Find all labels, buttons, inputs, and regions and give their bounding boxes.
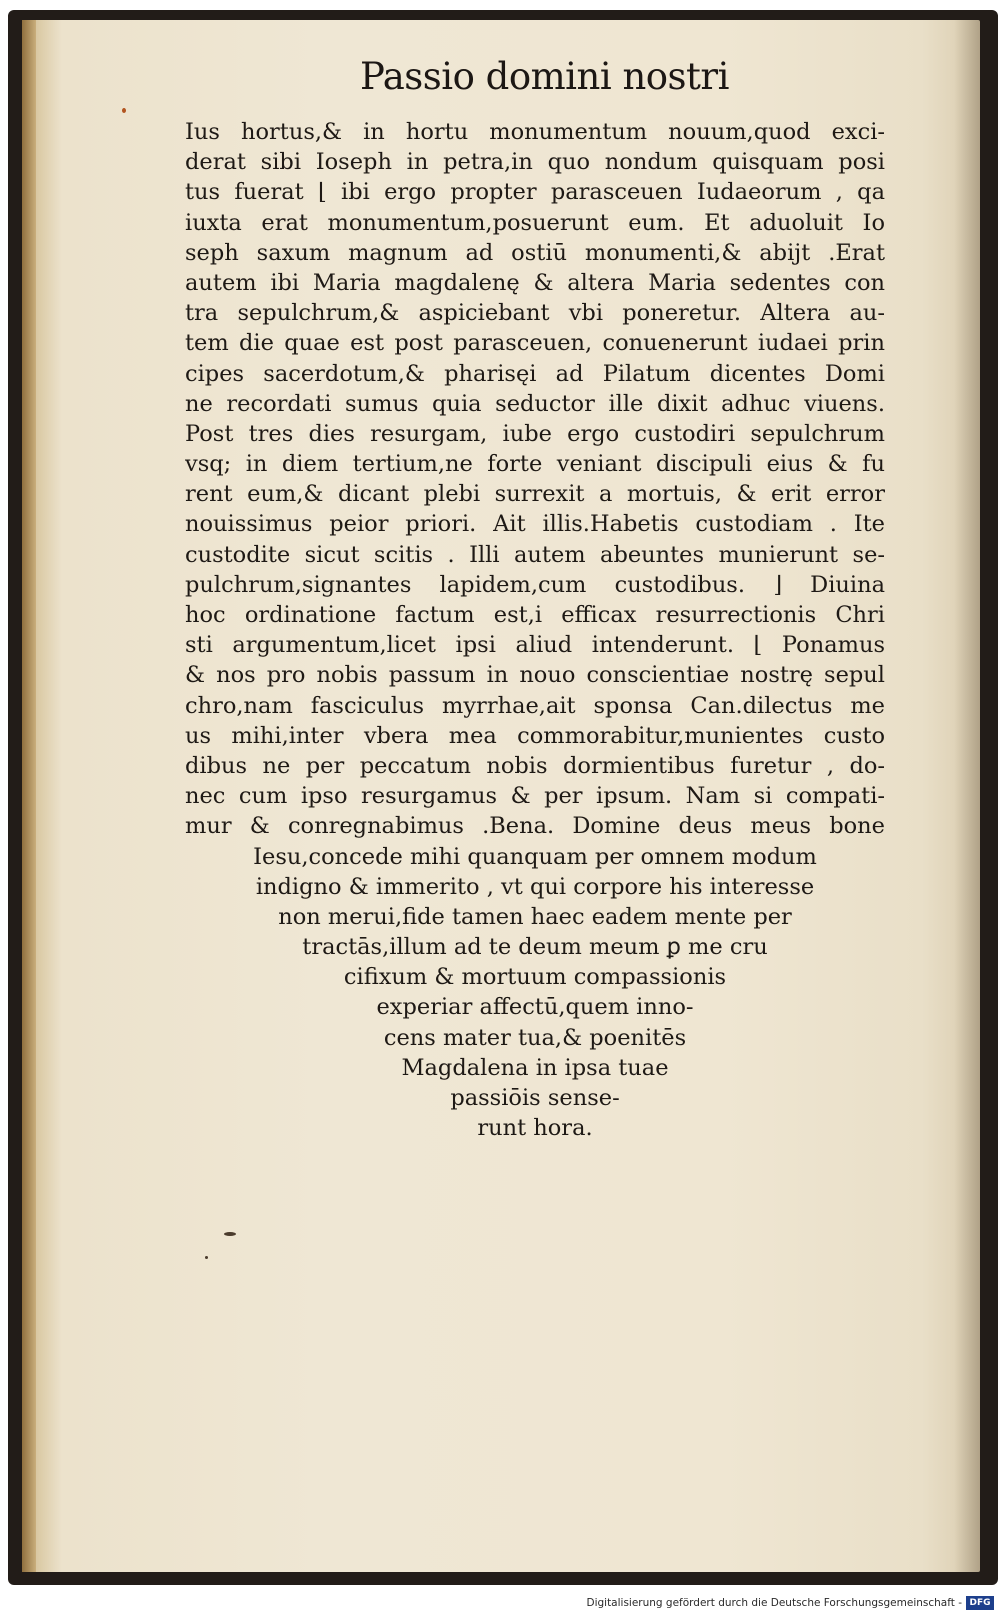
text-line: nouissimus peior priori. Ait illis.Habetis custodiam . Ite: [185, 511, 885, 538]
page-gutter: [22, 20, 36, 1572]
digitization-credit: Digitalisierung gefördert durch die Deutsche Forschungsgemeinschaft -: [586, 1597, 962, 1609]
text-line: custodite sicut scitis . Illi autem abeuntes munierunt se-: [185, 541, 885, 568]
page-edge-shadow: [954, 20, 980, 1572]
text-line: chro,nam fasciculus myrrhae,ait sponsa Can.dilectus me: [185, 692, 885, 719]
text-line: tus fuerat ⌊ ibi ergo propter parasceuen Iudaeorum , qa: [185, 179, 885, 206]
closing-line: cifixum & mortuum compassionis: [343, 964, 727, 991]
text-line: iuxta erat monumentum,posuerunt eum. Et aduoluit Io: [185, 209, 885, 236]
closing-line: indigno & immerito , vt qui corpore his interesse: [255, 873, 815, 900]
closing-line: cens mater tua,& poenitēs: [383, 1024, 687, 1051]
text-line: autem ibi Maria magdalenę & altera Maria sedentes con: [185, 269, 885, 296]
text-line: derat sibi Ioseph in petra,in quo nondum quisquam posi: [185, 149, 885, 176]
text-line: seph saxum magnum ad ostiū monumenti,& abijt .Erat: [185, 239, 885, 266]
text-line: hoc ordinatione factum est,i efficax resurrectionis Chri: [185, 602, 885, 628]
closing-line: runt hora.: [477, 1115, 593, 1142]
text-line: & nos pro nobis passum in nouo conscientiae nostrę sepul: [185, 662, 885, 689]
text-line: Ius hortus,& in hortu monumentum nouum,quod exci-: [185, 119, 885, 145]
closing-line: non merui,fide tamen haec eadem mente per: [278, 903, 792, 930]
closing-line: passiōis sense-: [450, 1085, 620, 1111]
text-line: pulchrum,signantes lapidem,cum custodibus. ⌋ Diuina: [185, 571, 885, 598]
text-line: mur & conregnabimus .Bena. Domine deus meus bone: [185, 813, 885, 840]
closing-line: Iesu,concede mihi quanquam per omnem modum: [253, 843, 817, 870]
text-line: cipes sacerdotum,& pharisęi ad Pilatum dicentes Domi: [185, 360, 885, 387]
text-line: rent eum,& dicant plebi surrexit a mortuis, & erit error: [185, 481, 885, 508]
text-line: Post tres dies resurgam, iube ergo custodiri sepulchrum: [185, 420, 885, 447]
text-line: tem die quae est post parasceuen, conuenerunt iudaei prin: [185, 330, 885, 357]
text-line: tra sepulchrum,& aspiciebant vbi poneretur. Altera au-: [185, 300, 885, 327]
text-line: sti argumentum,licet ipsi aliud intenderunt. ⌊ Ponamus: [185, 632, 885, 659]
text-line: vsq; in diem tertium,ne forte veniant discipuli eius & fu: [185, 451, 885, 478]
text-line: ne recordati sumus quia seductor ille dixit adhuc viuens.: [185, 390, 885, 417]
ink-speck: [205, 1256, 208, 1259]
closing-line: Magdalena in ipsa tuae: [401, 1054, 669, 1081]
ink-speck: [122, 108, 126, 113]
body-text: [185, 117, 885, 1143]
dfg-logo: DFG: [966, 1596, 994, 1610]
running-head: Passio domini nostri: [360, 55, 729, 98]
closing-line: experiar affectū,quem inno-: [376, 994, 694, 1021]
text-line: dibus ne per peccatum nobis dormientibus furetur , do-: [185, 752, 885, 779]
text-line: nec cum ipso resurgamus & per ipsum. Nam si compati-: [185, 783, 885, 810]
text-line: us mihi,inter vbera mea commorabitur,munientes custo: [185, 722, 885, 749]
ink-speck: [224, 1232, 236, 1236]
closing-line: tractās,illum ad te deum meum ꝑ me cru: [302, 934, 768, 961]
